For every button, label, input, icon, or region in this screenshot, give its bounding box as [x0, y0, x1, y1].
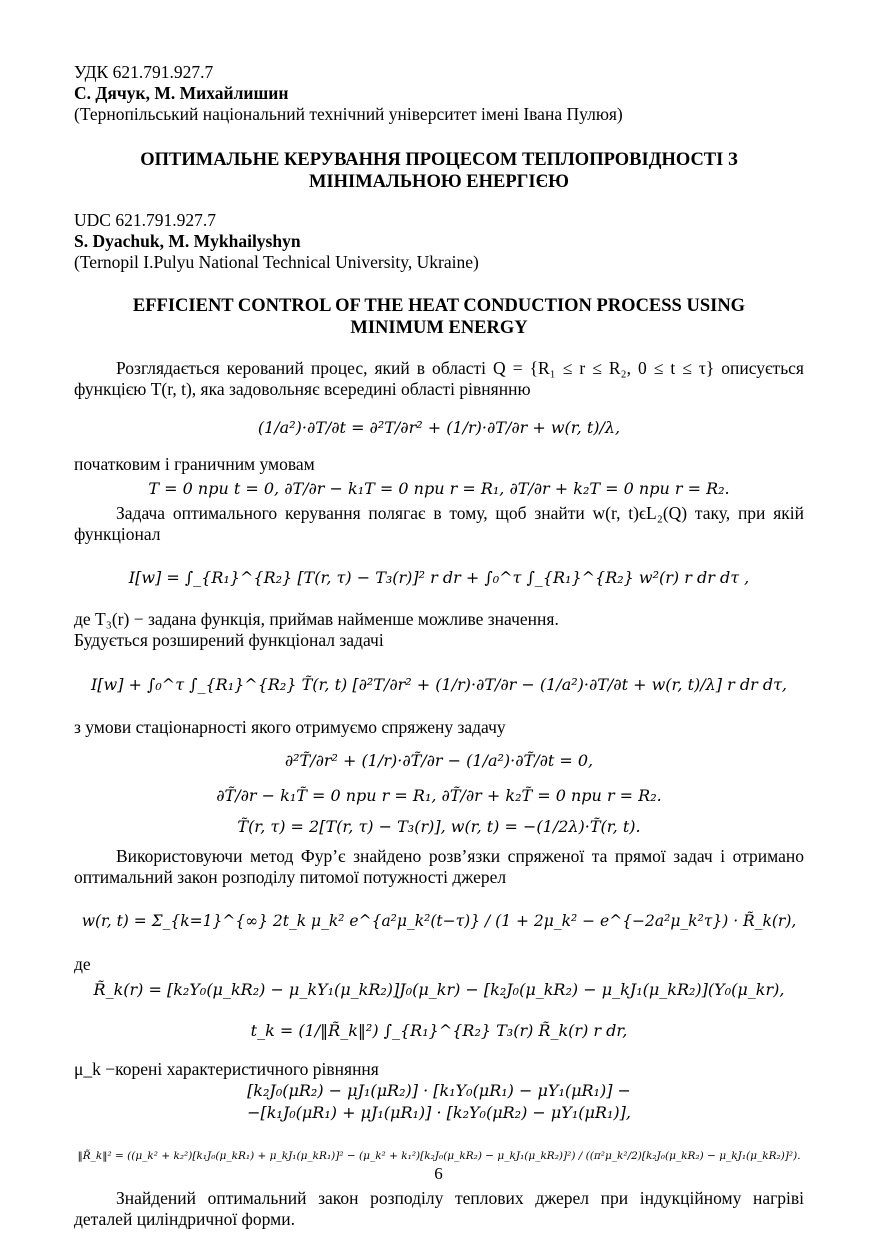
paragraph-extended: Будується розширений функціонал задачі — [74, 630, 384, 650]
equation-adjoint-final: T̃(r, τ) = 2[T(r, τ) − T₃(r)], w(r, t) = −(1/2λ)·T̃(r, t). — [237, 817, 641, 836]
equation-adjoint-boundary: ∂T̃/∂r − k₁T̃ = 0 при r = R₁, ∂T̃/∂r + k₂T̃ = 0 при r = R₂. — [216, 786, 662, 805]
title-en — [74, 295, 804, 339]
affiliation-en: (Ternopil I.Pulyu National Technical University, Ukraine) — [74, 252, 479, 272]
udc-ua: УДК 621.791.927.7 — [74, 62, 214, 82]
paragraph-fourier: Використовуючи метод Фур’є знайдено розв’язки спряженої та прямої задач і отримано оптимальний закон розподілу питомої потужності джерел — [74, 846, 804, 887]
equation-adjoint: ∂²T̃/∂r² + (1/r)·∂T̃/∂r − (1/a²)·∂T̃/∂t = 0, — [284, 751, 594, 770]
paragraph-given-function: де T₃(r) − задана функція, приймав найменше можливе значення. — [74, 609, 559, 629]
equation-characteristic-line2: −[k₁J₀(μR₁) + μJ₁(μR₁)] · [k₂Y₀(μR₂) − μY₁(μR₁)], — [247, 1103, 631, 1122]
equation-functional: I[w] = ∫_{R₁}^{R₂} [T(r, τ) − T₃(r)]² r dr + ∫₀^τ ∫_{R₁}^{R₂} w²(r) r dr dτ , — [128, 568, 750, 587]
authors-en: S. Dyachuk, M. Mykhailyshyn — [74, 231, 301, 251]
equation-heat: (1/a²)·∂T/∂t = ∂²T/∂r² + (1/r)·∂T/∂r + w(r, t)/λ, — [257, 418, 621, 437]
paragraph-roots: μ_k −корені характеристичного рівняння — [74, 1059, 379, 1079]
equation-rk: R̃_k(r) = [k₂Y₀(μ_kR₂) − μ_kY₁(μ_kR₂)]J₀(μ_kr) − [k₂J₀(μ_kR₂) − μ_kJ₁(μ_kR₂)](Y₀(μ_kr), — [93, 980, 785, 999]
paper-page — [74, 62, 804, 1230]
equation-norm: ‖R̃_k‖² = ((μ_k² + k₂²)[k₁J₀(μ_kR₁) + μ_kJ₁(μ_kR₁)]² − (μ_k² + k₁²)[k₂J₀(μ_kR₂) − μ_kJ₁(μ_kR₂)]²) / ((π²μ_k²/2)[k₂J₀(μ_kR₂) − μ_kJ₁(μ_kR₂)]²). — [77, 1150, 801, 1162]
equation-characteristic-line1: [k₂J₀(μR₂) − μJ₁(μR₂)] · [k₁Y₀(μR₁) − μY₁(μR₁)] − — [247, 1081, 631, 1100]
equation-tk: t_k = (1/‖R̃_k‖²) ∫_{R₁}^{R₂} T₃(r) R̃_k(r) r dr, — [250, 1021, 628, 1040]
paragraph-intro: Розглядається керований процес, який в області Q = {R₁ ≤ r ≤ R₂, 0 ≤ t ≤ τ} описується функцією T(r, t), яка задовольняє всередині області рівнянню — [74, 358, 804, 399]
paragraph-task: Задача оптимального керування полягає в тому, щоб знайти w(r, t)ϵL₂(Q) таку, при якій функціонал — [74, 503, 804, 544]
affiliation-ua: (Тернопільський національний технічний університет імені Івана Пулюя) — [74, 104, 623, 124]
paragraph-conditions: початковим і граничним умовам — [74, 454, 315, 474]
udc-en: UDC 621.791.927.7 — [74, 210, 216, 230]
equation-optimal-w: w(r, t) = Σ_{k=1}^{∞} 2t_k μ_k² e^{a²μ_k²(t−τ)} / (1 + 2μ_k² − e^{−2a²μ_k²τ}) · R̃_k(r), — [81, 912, 797, 930]
title-en-line2: MINIMUM ENERGY — [350, 318, 528, 338]
authors-ua: С. Дячук, М. Михайлишин — [74, 83, 289, 103]
page-number: 6 — [434, 1164, 443, 1183]
title-ua — [74, 149, 804, 193]
paragraph-stationarity: з умови стаціонарності якого отримуємо спряжену задачу — [74, 717, 506, 737]
paragraph-where: де — [74, 954, 91, 974]
equation-boundary: T = 0 при t = 0, ∂T/∂r − k₁T = 0 при r = R₁, ∂T/∂r + k₂T = 0 при r = R₂. — [148, 479, 730, 498]
title-ua-line1: ОПТИМАЛЬНЕ КЕРУВАННЯ ПРОЦЕСОМ ТЕПЛОПРОВІДНОСТІ З — [140, 150, 738, 170]
paragraph-conclusion: Знайдений оптимальний закон розподілу теплових джерел при індукційному нагріві деталей циліндричної форми. — [74, 1188, 804, 1229]
title-ua-line2: МІНІМАЛЬНОЮ ЕНЕРГІЄЮ — [308, 172, 570, 192]
equation-extended-functional: I[w] + ∫₀^τ ∫_{R₁}^{R₂} T̃(r, t) [∂²T/∂r² + (1/r)·∂T/∂r − (1/a²)·∂T/∂t + w(r, t)/λ] r dr dτ, — [90, 675, 788, 694]
title-en-line1: EFFICIENT CONTROL OF THE HEAT CONDUCTION PROCESS USING — [132, 296, 746, 316]
